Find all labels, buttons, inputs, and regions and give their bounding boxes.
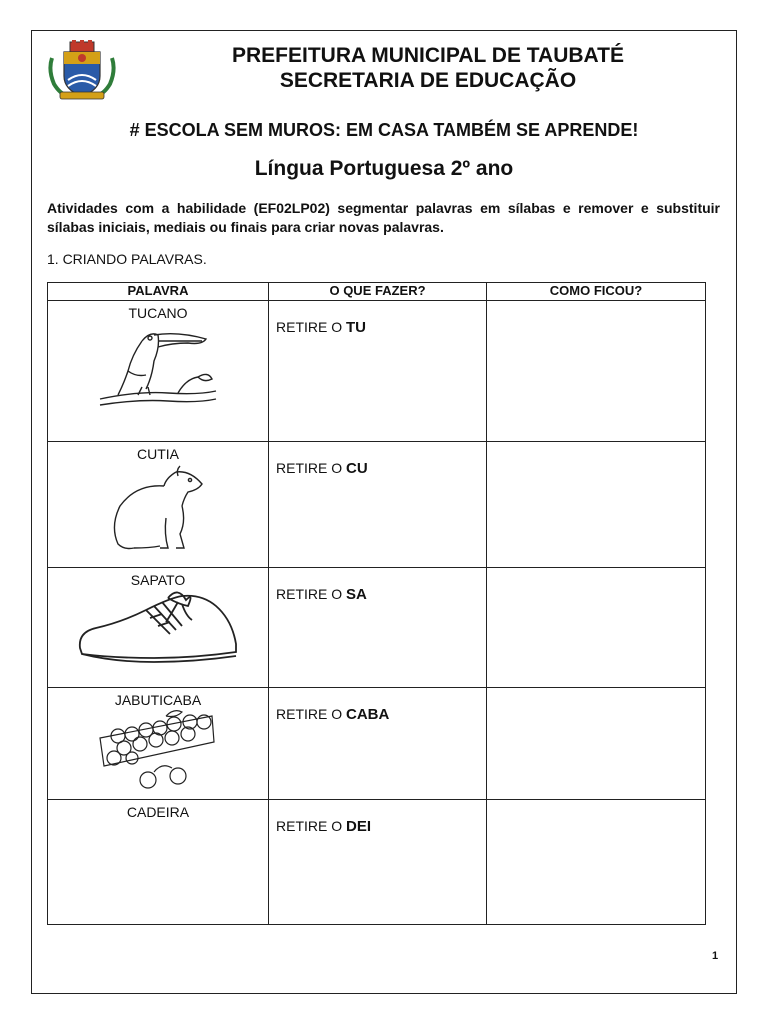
page-number: 1 — [712, 950, 719, 962]
word-label: CUTIA — [137, 446, 179, 462]
word-cell — [48, 800, 269, 925]
instruction-text: RETIRE O SA — [276, 586, 367, 603]
column-header-word: PALAVRA — [48, 283, 269, 301]
column-header-action: O QUE FAZER? — [269, 283, 487, 301]
action-cell — [269, 301, 487, 442]
action-cell — [269, 688, 487, 800]
answer-cell[interactable] — [487, 800, 706, 925]
table-header-row — [48, 283, 706, 301]
column-header-result: COMO FICOU? — [487, 283, 706, 301]
word-label: TUCANO — [128, 305, 188, 321]
answer-cell[interactable] — [487, 568, 706, 688]
instruction-text: RETIRE O DEI — [276, 818, 372, 835]
section-title: 1. CRIANDO PALAVRAS. — [47, 251, 207, 267]
word-label: SAPATO — [130, 572, 186, 588]
shoe-drawing-icon — [74, 588, 242, 672]
answer-cell[interactable] — [487, 301, 706, 442]
word-cell — [48, 568, 269, 688]
instruction-text: RETIRE O CABA — [276, 706, 390, 723]
toucan-drawing-icon — [98, 321, 218, 411]
word-label: JABUTICABA — [114, 692, 202, 708]
coat-of-arms-logo — [46, 40, 118, 102]
instruction-text: RETIRE O TU — [276, 319, 367, 336]
word-cell — [48, 688, 269, 800]
subject-title: Língua Portuguesa 2º ano — [254, 157, 514, 180]
answer-cell[interactable] — [487, 442, 706, 568]
table-row — [48, 442, 706, 568]
action-cell — [269, 442, 487, 568]
action-cell — [269, 568, 487, 688]
activity-description: Atividades com a habilidade (EF02LP02) segmentar palavras em sílabas e remover e substituir sílabas iniciais, mediais ou finais para criar novas palavras. — [47, 200, 720, 235]
table-row — [48, 688, 706, 800]
table-row — [48, 568, 706, 688]
header-line-1: PREFEITURA MUNICIPAL DE TAUBATÉ — [232, 44, 624, 67]
word-cell — [48, 301, 269, 442]
worksheet-table — [47, 282, 706, 925]
jabuticaba-drawing-icon — [96, 708, 220, 792]
word-label: CADEIRA — [126, 804, 190, 820]
answer-cell[interactable] — [487, 688, 706, 800]
motto-heading: # ESCOLA SEM MUROS: EM CASA TAMBÉM SE APRENDE! — [129, 120, 639, 140]
table-row — [48, 301, 706, 442]
word-cell — [48, 442, 269, 568]
instruction-text: RETIRE O CU — [276, 460, 368, 477]
agouti-drawing-icon — [106, 462, 210, 554]
header-line-2: SECRETARIA DE EDUCAÇÃO — [279, 69, 577, 92]
action-cell — [269, 800, 487, 925]
table-row — [48, 800, 706, 925]
